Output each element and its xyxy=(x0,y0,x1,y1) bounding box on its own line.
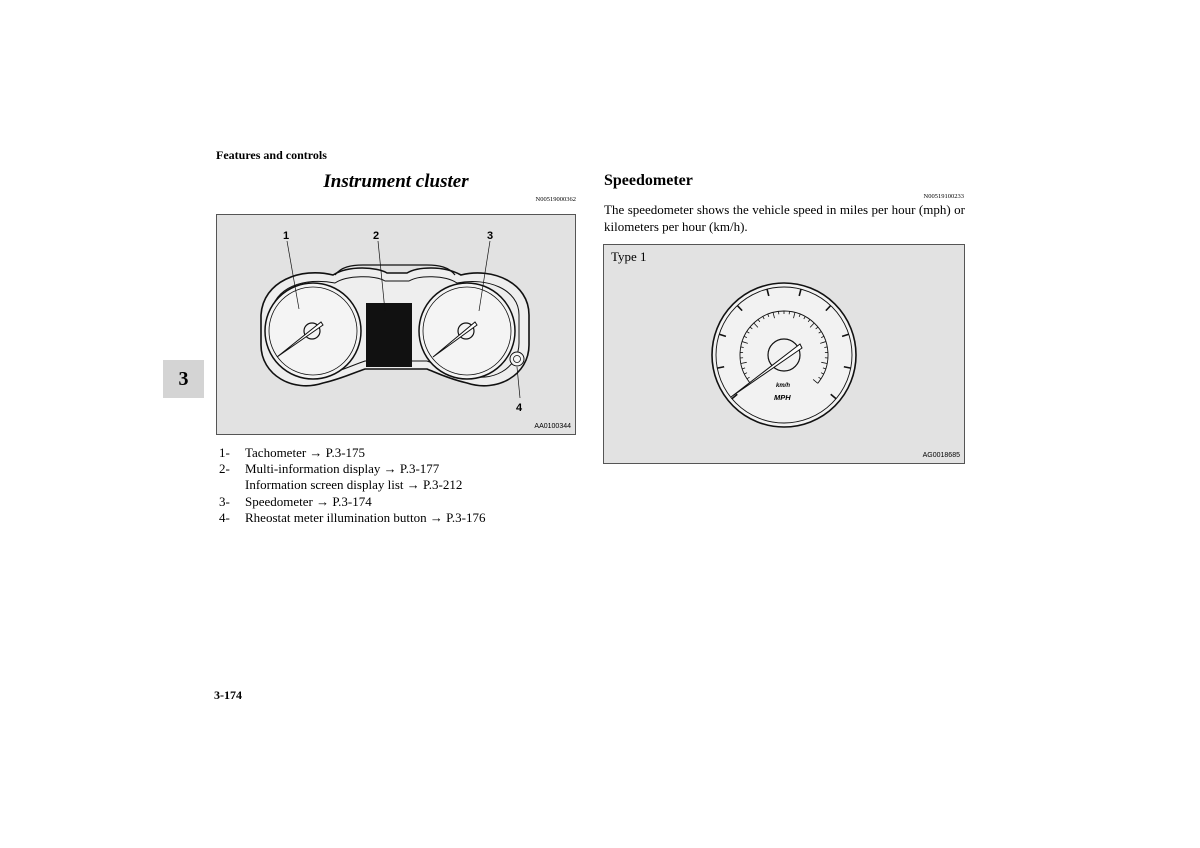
instrument-cluster-title: Instrument cluster xyxy=(323,171,469,192)
list-item-text: Speedometer → P.3-174 xyxy=(245,493,372,509)
multi-information-display xyxy=(366,303,412,367)
list-item xyxy=(219,510,485,526)
list-item-number: 4- xyxy=(219,509,230,525)
instrument-cluster-code: N00519000362 xyxy=(535,196,576,203)
figure-code: AA0100344 xyxy=(534,423,571,430)
outer-unit-label: MPH xyxy=(774,393,791,402)
list-item-text: Tachometer → P.3-175 xyxy=(245,445,366,460)
list-item xyxy=(219,494,485,510)
speedometer-figure xyxy=(603,244,965,464)
inner-minor-tick xyxy=(741,347,744,348)
callout-2: 2 xyxy=(373,230,380,242)
chapter-tab xyxy=(163,360,204,398)
inner-minor-tick xyxy=(824,347,827,348)
callout-4: 4 xyxy=(516,402,523,414)
instrument-cluster-figure xyxy=(216,214,576,435)
speedometer-description: The speedometer shows the vehicle speed in miles per hour (mph) or kilometers per hour (km/h). xyxy=(604,202,965,234)
list-item-number: 1- xyxy=(219,445,230,460)
list-item xyxy=(219,461,485,477)
page-number: 3-174 xyxy=(214,688,242,702)
list-item-number: 3- xyxy=(219,493,230,509)
list-item xyxy=(219,445,485,461)
speedometer-illustration xyxy=(604,245,964,463)
callout-3: 3 xyxy=(487,230,494,242)
list-item-number: 2- xyxy=(219,461,230,477)
list-item xyxy=(219,477,485,493)
type-label: Type 1 xyxy=(611,249,647,264)
list-item-text: Information screen display list → P.3-212 xyxy=(245,477,463,493)
inner-unit-label: km/h xyxy=(776,383,791,389)
callout-1: 1 xyxy=(283,230,290,242)
list-item-number xyxy=(219,477,245,493)
component-list xyxy=(219,445,485,526)
running-header: Features and controls xyxy=(216,148,327,162)
figure-code: AG0018685 xyxy=(922,452,960,459)
speedometer-code: N00519100233 xyxy=(923,193,964,200)
speedometer-title: Speedometer xyxy=(604,172,693,189)
list-item-text: Rheostat meter illumination button → P.3-176 xyxy=(245,509,486,525)
list-item-text: Multi-information display → P.3-177 xyxy=(245,461,440,477)
chapter-number: 3 xyxy=(178,367,189,390)
